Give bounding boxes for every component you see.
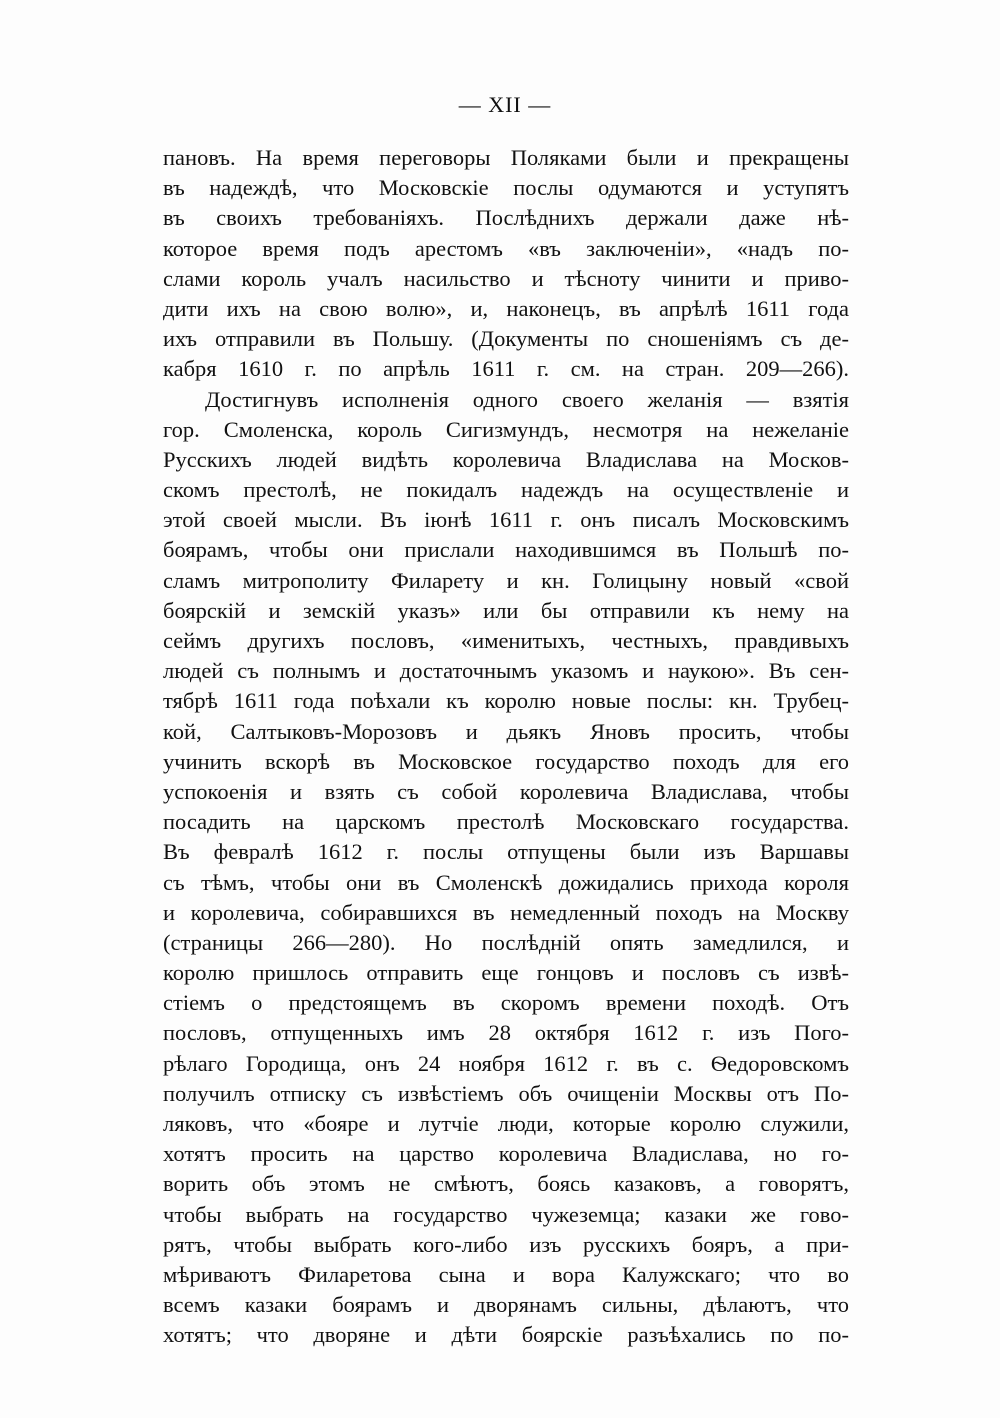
text-line: боярамъ, чтобы они прислали находившимся въ Польшѣ по-: [163, 537, 849, 563]
text-line: сламъ митрополиту Филарету и кн. Голицыну новый «свой: [163, 567, 849, 593]
text-line: этой своей мысли. Въ іюнѣ 1611 г. онъ писалъ Московскимъ: [163, 507, 849, 533]
text-line: королю пришлось отправить еще гонцовъ и пословъ съ извѣ-: [163, 960, 849, 986]
text-line: гор. Смоленска, король Сигизмундъ, несмотря на нежеланіе: [163, 416, 849, 442]
text-line: Въ февралѣ 1612 г. послы отпущены были изъ Варшавы: [163, 839, 849, 865]
text-line: хотятъ просить на царство королевича Владислава, но го-: [163, 1141, 849, 1167]
page-number: — XII —: [458, 92, 552, 117]
text-line: посадить на царскомъ престолѣ Московскаго государства.: [163, 809, 849, 835]
text-line: и королевича, собиравшихся въ немедленный походъ на Москву: [163, 899, 849, 925]
text-line: учинить вскорѣ въ Московское государство походъ для его: [163, 748, 849, 774]
paragraph-start-line: Достигнувъ исполненія одного своего желанія — взятія: [205, 386, 849, 412]
text-line: рятъ, чтобы выбрать кого-либо изъ русскихъ бояръ, а при-: [163, 1231, 849, 1257]
text-line: которое время подъ арестомъ «въ заключеніи», «надъ по-: [163, 235, 849, 261]
text-line: тябрѣ 1611 года поѣхали къ королю новые послы: кн. Трубец-: [163, 688, 849, 714]
text-line: людей съ полнымъ и достаточнымъ указомъ и наукою». Въ сен-: [163, 658, 849, 684]
text-line: чтобы выбрать на государство чужеземца; казаки же гово-: [163, 1201, 849, 1227]
text-line: боярскій и земскій указъ» или бы отправили къ нему на: [163, 597, 849, 623]
text-line: сеймъ другихъ пословъ, «именитыхъ, честныхъ, правдивыхъ: [163, 628, 849, 653]
text-line: кабря 1610 г. по апрѣль 1611 г. см. на стран. 209—266).: [163, 356, 849, 382]
text-line: слами король учалъ насильство и тѣсноту чинити и приво-: [163, 265, 849, 291]
text-line: въ своихъ требованіяхъ. Послѣднихъ держали даже нѣ-: [163, 205, 849, 231]
text-line: дити ихъ на свою волю», и, наконецъ, въ апрѣлѣ 1611 года: [163, 295, 849, 321]
text-line: ляковъ, что «бояре и лутчіе люди, которые королю служили,: [163, 1111, 849, 1136]
text-line: всемъ казаки боярамъ и дворянамъ сильны, дѣлаютъ, что: [163, 1292, 849, 1318]
text-line: (страницы 266—280). Но послѣдній опять замедлился, и: [163, 929, 849, 955]
text-line: ихъ отправили въ Польшу. (Документы по сношеніямъ съ де-: [163, 326, 849, 352]
text-line: Русскихъ людей видѣть королевича Владислава на Москов-: [163, 446, 849, 472]
text-line: мѣриваютъ Филаретова сына и вора Калужскаго; что во: [163, 1261, 849, 1287]
text-line: хотятъ; что дворяне и дѣти боярскіе разъѣхались по по-: [163, 1322, 849, 1348]
text-line: рѣлаго Городища, онъ 24 ноября 1612 г. въ с. Ѳедоровскомъ: [163, 1050, 849, 1076]
text-line: кой, Салтыковъ-Морозовъ и дьякъ Яновъ просить, чтобы: [163, 718, 849, 744]
body-text: [163, 143, 849, 1351]
text-line: въ надеждѣ, что Московскіе послы одумаются и уступятъ: [163, 175, 849, 201]
text-line: ворить объ этомъ не смѣютъ, боясь казаковъ, а говорятъ,: [163, 1171, 849, 1197]
text-line: пановъ. На время переговоры Поляками были и прекращены: [163, 145, 849, 170]
text-line: стіемъ о предстоящемъ въ скоромъ времени походѣ. Отъ: [163, 990, 849, 1016]
text-line: пословъ, отпущенныхъ имъ 28 октября 1612 г. изъ Пого-: [163, 1020, 849, 1046]
text-line: съ тѣмъ, чтобы они въ Смоленскѣ дожидались прихода короля: [163, 869, 849, 895]
text-line: успокоенія и взять съ собой королевича Владислава, чтобы: [163, 778, 849, 804]
text-line: скомъ престолѣ, не покидалъ надеждъ на осуществленіе и: [163, 477, 849, 503]
text-line: получилъ отписку съ извѣстіемъ объ очищеніи Москвы отъ По-: [163, 1080, 849, 1106]
